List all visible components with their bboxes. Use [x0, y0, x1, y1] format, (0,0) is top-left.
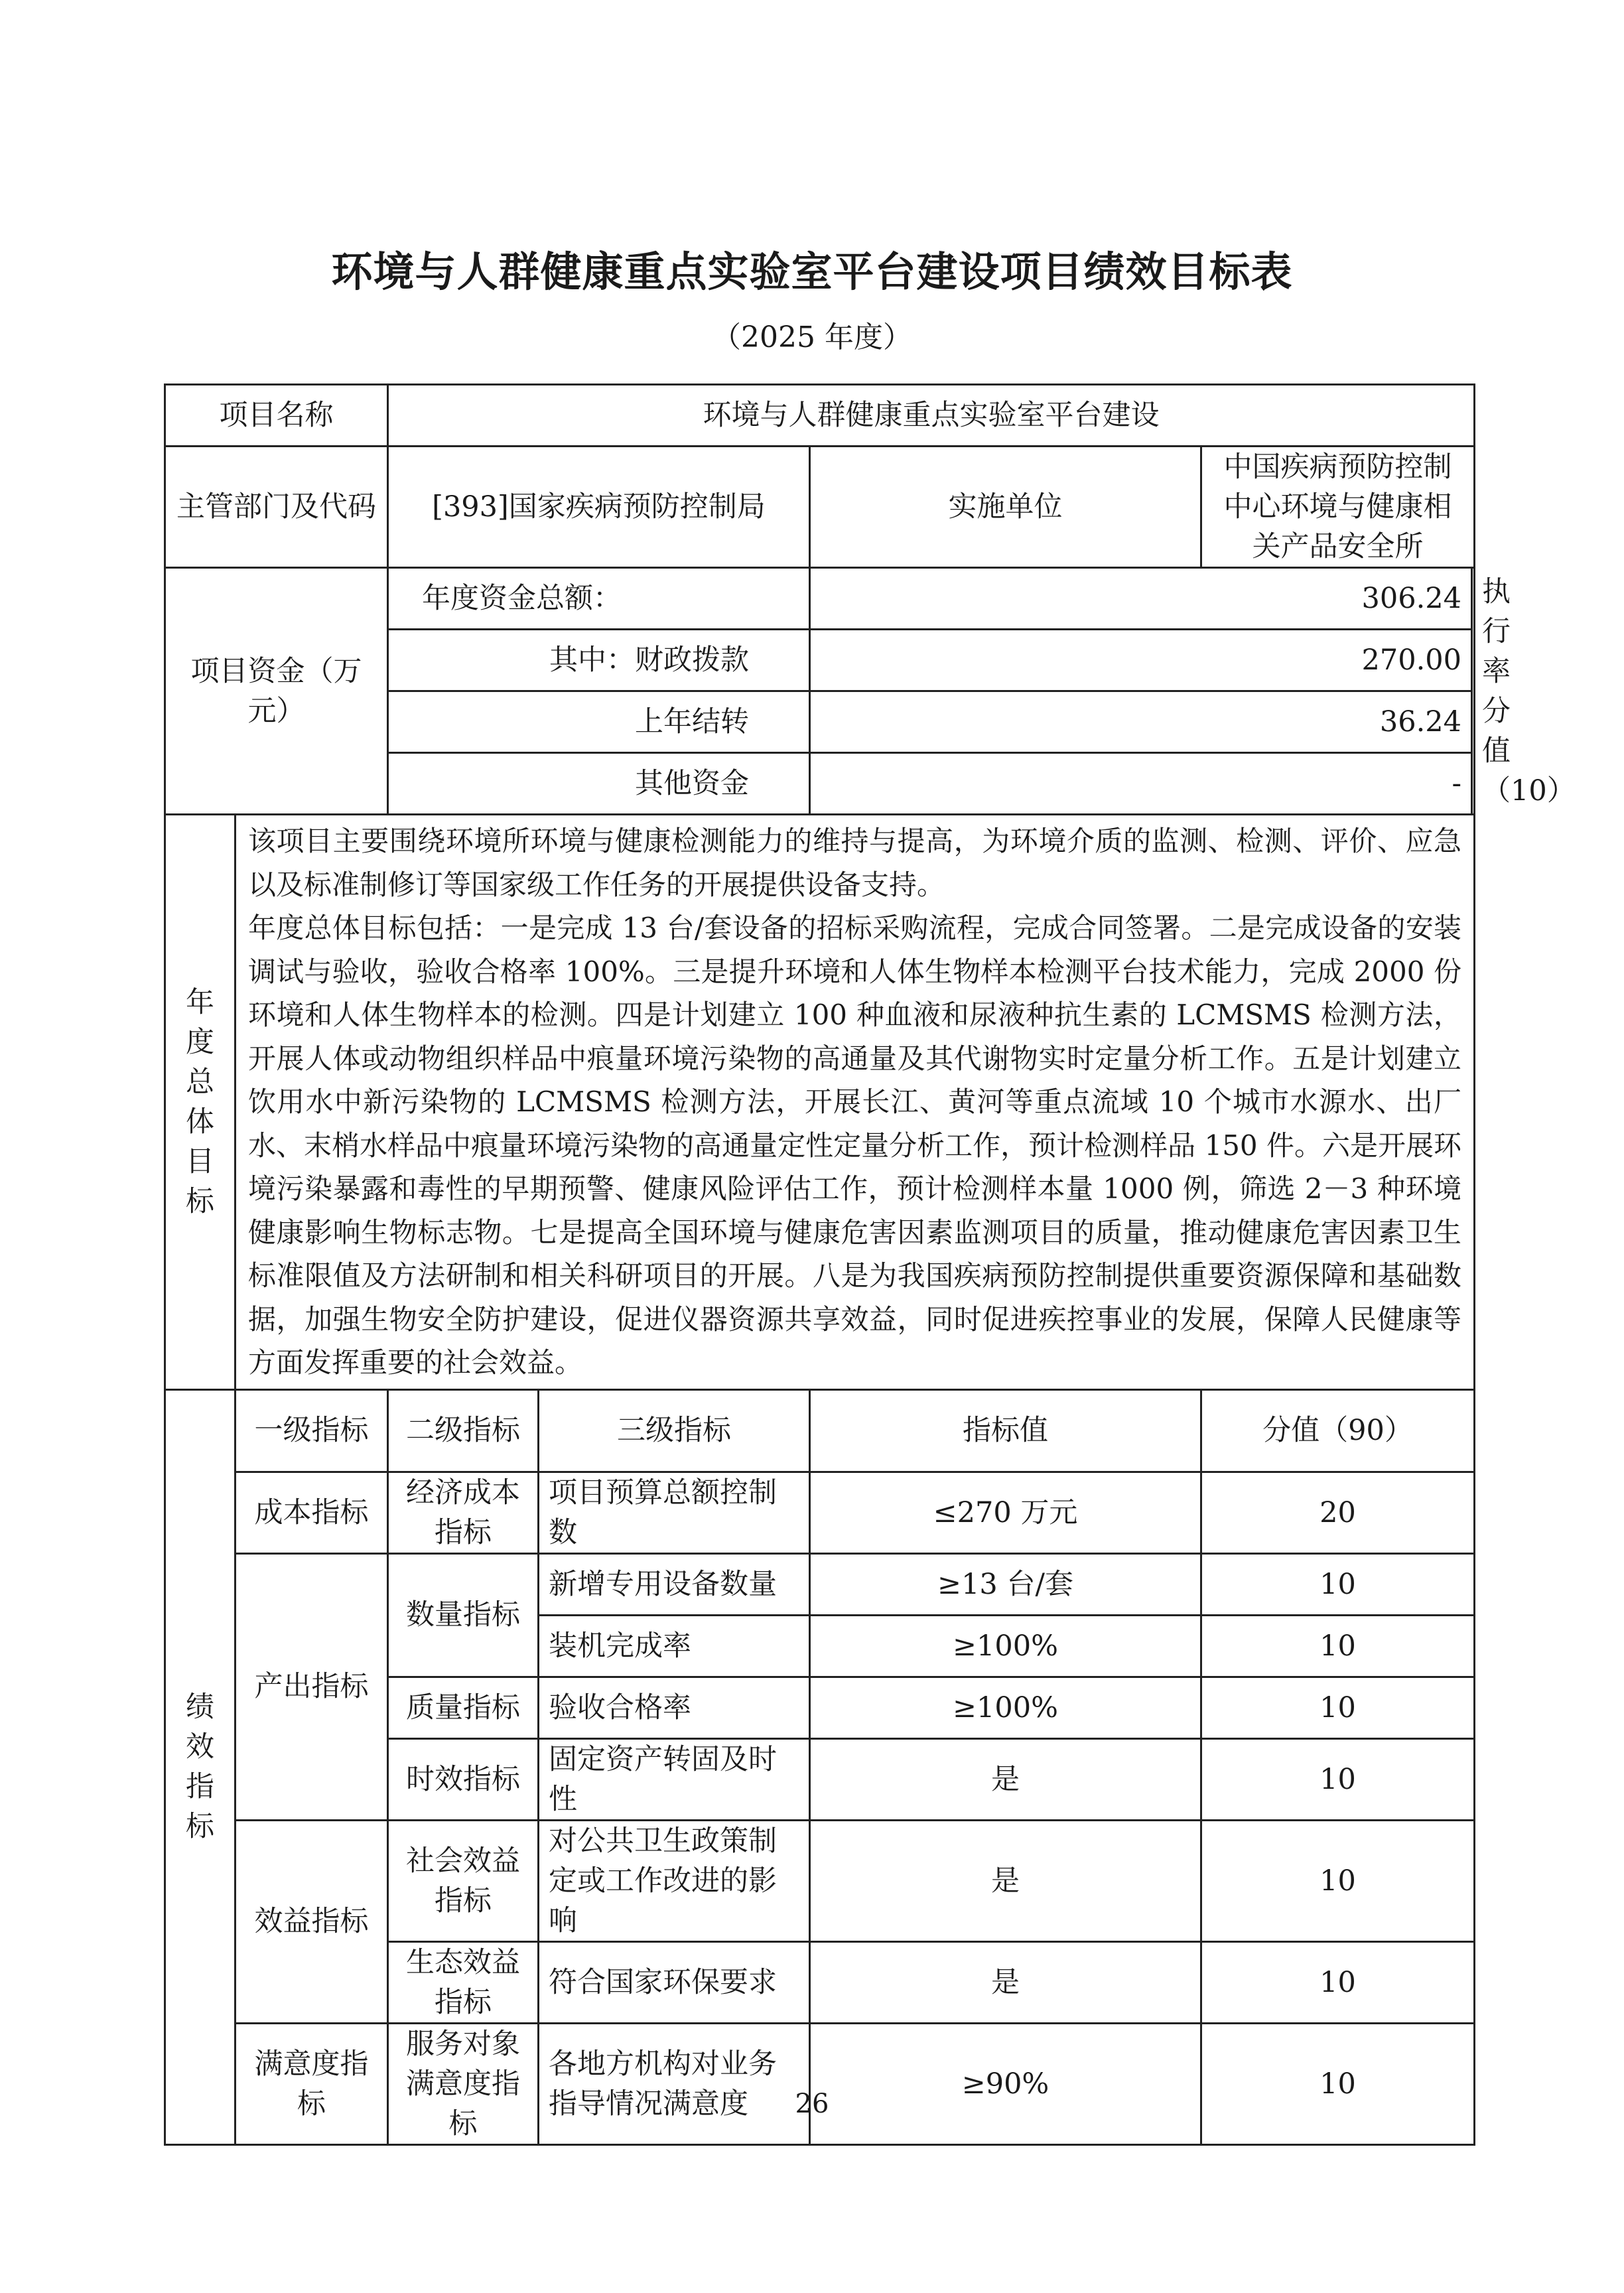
satisfaction-value: ≥90%: [810, 2023, 1201, 2144]
benefit-social-level2: 社会效益指标: [388, 1820, 539, 1941]
annual-goal-text: [236, 815, 1475, 1390]
output-quality-value: ≥100%: [810, 1677, 1201, 1738]
satisfaction-level2: 服务对象满意度指标: [388, 2023, 539, 2144]
benefit-eco-level3: 符合国家环保要求: [539, 1941, 810, 2023]
header-level3: 三级指标: [539, 1389, 810, 1472]
satisfaction-level3: 各地方机构对业务指导情况满意度: [539, 2023, 810, 2144]
benefit-eco-score: 10: [1201, 1941, 1475, 2023]
output-quantity: 数量指标: [388, 1553, 539, 1677]
value-dept: [393]国家疾病预防控制局: [388, 447, 810, 568]
goal-paragraph-1: 该项目主要围绕环境所环境与健康检测能力的维持与提高，为环境介质的监测、检测、评价、应急以及标准制修订等国家级工作任务的开展提供设备支持。: [248, 825, 1462, 901]
label-impl-unit: 实施单位: [810, 447, 1201, 568]
label-project-name: 项目名称: [165, 385, 388, 447]
output-timeliness-score: 10: [1201, 1738, 1475, 1820]
row-fund-total: [165, 568, 1475, 630]
cost-level3: 项目预算总额控制数: [539, 1472, 810, 1553]
value-fiscal: 270.00: [810, 630, 1472, 691]
output-level1: 产出指标: [236, 1553, 388, 1820]
row-project-name: [165, 385, 1475, 447]
label-exec-rate: 执行率分值（10）: [1472, 568, 1475, 815]
goal-paragraph-2: 年度总体目标包括：一是完成 13 台/套设备的招标采购流程，完成合同签署。二是完成设备的安装调试与验收，验收合格率 100%。三是提升环境和人体生物样本检测平台技术能力，完成 2000 份环境和人体生物样本的检测。四是计划建立 100 种血液和尿液种抗生素的 LCMSMS 检测方法，开展人体或动物组织样品中痕量环境污染物的高通量及其代谢物实时定量分析工作。五是计划建立饮用水中新污染物的 LCMSMS 检测方法，开展长江、黄河等重点流域 10 个城市水源水、出厂水、末梢水样品中痕量环境污染物的高通量定性定量分析工作，预计检测样品 150 件。六是开展环境污染暴露和毒性的早期预警、健康风险评估工作，预计检测样本量 1000 例，筛选 2－3 种环境健康影响生物标志物。七是提高全国环境与健康危害因素监测项目的质量，推动健康危害因素卫生标准限值及方法研制和相关科研项目的开展。八是为我国疾病预防控制提供重要资源保障和基础数据，加强生物安全防护建设，促进仪器资源共享效益，同时促进疾控事业的发展，保障人民健康等方面发挥重要的社会效益。: [248, 912, 1462, 1379]
value-annual-total: 306.24: [810, 568, 1472, 630]
output-quality-level2: 质量指标: [388, 1677, 539, 1738]
performance-goal-table: [164, 383, 1576, 2146]
output-quality-score: 10: [1201, 1677, 1475, 1738]
output-q2-value: ≥100%: [810, 1615, 1201, 1677]
satisfaction-level1: 满意度指标: [236, 2023, 388, 2144]
row-indicator-header: [165, 1389, 1475, 1472]
row-dept: [165, 447, 1475, 568]
header-level1: 一级指标: [236, 1389, 388, 1472]
benefit-level1: 效益指标: [236, 1820, 388, 2023]
benefit-eco-value: 是: [810, 1941, 1201, 2023]
output-q1-score: 10: [1201, 1553, 1475, 1615]
output-timeliness-level3: 固定资产转固及时性: [539, 1738, 810, 1820]
label-performance: [165, 1389, 236, 2144]
value-other: -: [810, 753, 1472, 815]
cost-score: 20: [1201, 1472, 1475, 1553]
benefit-social-value: 是: [810, 1820, 1201, 1941]
output-q2-level3: 装机完成率: [539, 1615, 810, 1677]
label-other: 其他资金: [388, 753, 810, 815]
table-row: [165, 1553, 1475, 1615]
benefit-eco-level2: 生态效益指标: [388, 1941, 539, 2023]
output-timeliness-level2: 时效指标: [388, 1738, 539, 1820]
vchar: 年 度 总 体 目 标: [186, 985, 214, 1218]
label-funds: 项目资金（万元）: [165, 568, 388, 815]
output-quality-level3: 验收合格率: [539, 1677, 810, 1738]
output-q1-level3: 新增专用设备数量: [539, 1553, 810, 1615]
satisfaction-score: 10: [1201, 2023, 1475, 2144]
page-title: 环境与人群健康重点实验室平台建设项目绩效目标表: [331, 247, 1293, 296]
label-dept-code: 主管部门及代码: [165, 447, 388, 568]
vchar: 绩 效 指 标: [186, 1691, 214, 1843]
label-annual-total: 年度资金总额：: [388, 568, 810, 630]
benefit-social-score: 10: [1201, 1820, 1475, 1941]
page-subtitle: （2025 年度）: [712, 320, 912, 354]
cost-level1: 成本指标: [236, 1472, 388, 1553]
cost-level2: 经济成本指标: [388, 1472, 539, 1553]
table-row: [165, 1472, 1475, 1553]
label-annual-goal: [165, 815, 236, 1390]
value-carryover: 36.24: [810, 691, 1472, 753]
row-annual-goal: [165, 815, 1475, 1390]
value-project-name: 环境与人群健康重点实验室平台建设: [388, 385, 1475, 447]
output-q2-score: 10: [1201, 1615, 1475, 1677]
header-score: 分值（90）: [1201, 1389, 1475, 1472]
value-impl-unit: 中国疾病预防控制中心环境与健康相关产品安全所: [1201, 447, 1475, 568]
header-level2: 二级指标: [388, 1389, 539, 1472]
table-row: [165, 1820, 1475, 1941]
table-row: [165, 2023, 1475, 2144]
page-number: 26: [795, 2089, 829, 2119]
output-timeliness-value: 是: [810, 1738, 1201, 1820]
label-fiscal: 其中：财政拨款: [388, 630, 810, 691]
label-carryover: 上年结转: [388, 691, 810, 753]
cost-value: ≤270 万元: [810, 1472, 1201, 1553]
output-q1-value: ≥13 台/套: [810, 1553, 1201, 1615]
benefit-social-level3: 对公共卫生政策制定或工作改进的影响: [539, 1820, 810, 1941]
header-value: 指标值: [810, 1389, 1201, 1472]
